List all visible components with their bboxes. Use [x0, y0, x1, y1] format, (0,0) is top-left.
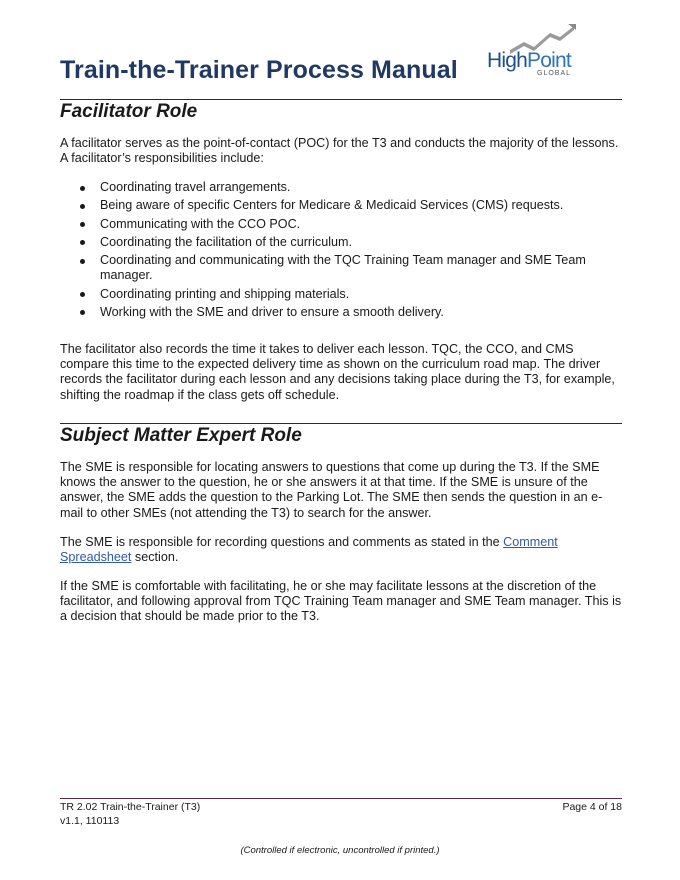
bullet-icon — [80, 310, 85, 315]
list-item — [60, 235, 622, 250]
sme-paragraph-2-text: The SME is responsible for recording questions and comments as stated in the — [60, 535, 504, 549]
sme-paragraph-2 — [60, 535, 622, 565]
bullet-icon — [80, 259, 85, 264]
footer-version: v1.1, 110113 — [60, 815, 120, 827]
list-item-text: Coordinating printing and shipping materials. — [100, 286, 350, 301]
list-item-text: Communicating with the CCO POC. — [100, 216, 301, 231]
highpoint-logo — [484, 24, 580, 82]
section-divider-facilitator — [60, 99, 622, 100]
list-item-text: Working with the SME and driver to ensure a smooth delivery. — [100, 304, 444, 319]
comment-spreadsheet-link[interactable]: Comment Spreadsheet — [60, 535, 558, 565]
list-item — [60, 217, 622, 232]
logo-text-high: High — [487, 49, 527, 72]
bullet-icon — [80, 204, 85, 209]
list-item — [60, 180, 622, 195]
list-item — [60, 287, 622, 302]
list-item-text: Coordinating travel arrangements. — [100, 180, 291, 194]
sme-paragraph-3: If the SME is comfortable with facilitating, he or she may facilitate lessons at the discretion of the facilitator, and following approval from TQC Training Team manager and SME Team manager. This is a decision that should be made prior to the T3. — [60, 579, 622, 624]
bullet-icon — [80, 186, 85, 191]
list-item-text: Coordinating the facilitation of the curriculum. — [100, 234, 353, 249]
bullet-icon — [80, 222, 85, 227]
list-item — [60, 253, 622, 283]
list-item — [60, 305, 622, 320]
bullet-icon — [80, 240, 85, 245]
logo-subtitle: GLOBAL — [537, 70, 572, 77]
logo-text-point: Point — [527, 49, 571, 72]
footer-page-number: Page 4 of 18 — [562, 801, 622, 813]
section-divider-sme — [60, 423, 622, 424]
responsibilities-list — [60, 180, 622, 323]
footer-control-note: (Controlled if electronic, uncontrolled if printed.) — [240, 845, 440, 856]
facilitator-heading: Facilitator Role — [60, 101, 198, 122]
footer-doc-id: TR 2.02 Train-the-Trainer (T3) — [60, 801, 201, 813]
facilitator-intro: A facilitator serves as the point-of-contact (POC) for the T3 and conducts the majority of the lessons. A facilitator’s responsibilities include: — [60, 136, 619, 166]
footer-doc-info — [60, 800, 200, 828]
bullet-icon — [80, 292, 85, 297]
list-item-text: Coordinating and communicating with the TQC Training Team manager and SME Team manager. — [100, 253, 586, 283]
sme-paragraph-1: The SME is responsible for locating answers to questions that come up during the T3. If the SME knows the answer to the question, he or she answers it at that time. If the SME is unsure of the answer, the SME adds the question to the Parking Lot. The SME then sends the question in an e-mail to other SMEs (not attending the T3) to search for the answer. — [60, 460, 603, 520]
list-item-text: Being aware of specific Centers for Medicare & Medicaid Services (CMS) requests. — [100, 198, 564, 213]
sme-heading: Subject Matter Expert Role — [60, 425, 302, 446]
footer-divider — [60, 798, 622, 799]
sme-paragraph-2-suffix: section. — [131, 550, 179, 565]
document-title: Train-the-Trainer Process Manual — [60, 56, 458, 84]
facilitator-closing: The facilitator also records the time it takes to deliver each lesson. TQC, the CCO, and CMS compare this time to the expected delivery time as shown on the curriculum road map. The driver records the facilitator during each lesson and any decisions taking place during the T3, for example, shifting the roadmap if the class gets off schedule. — [60, 342, 615, 402]
list-item — [60, 198, 622, 213]
